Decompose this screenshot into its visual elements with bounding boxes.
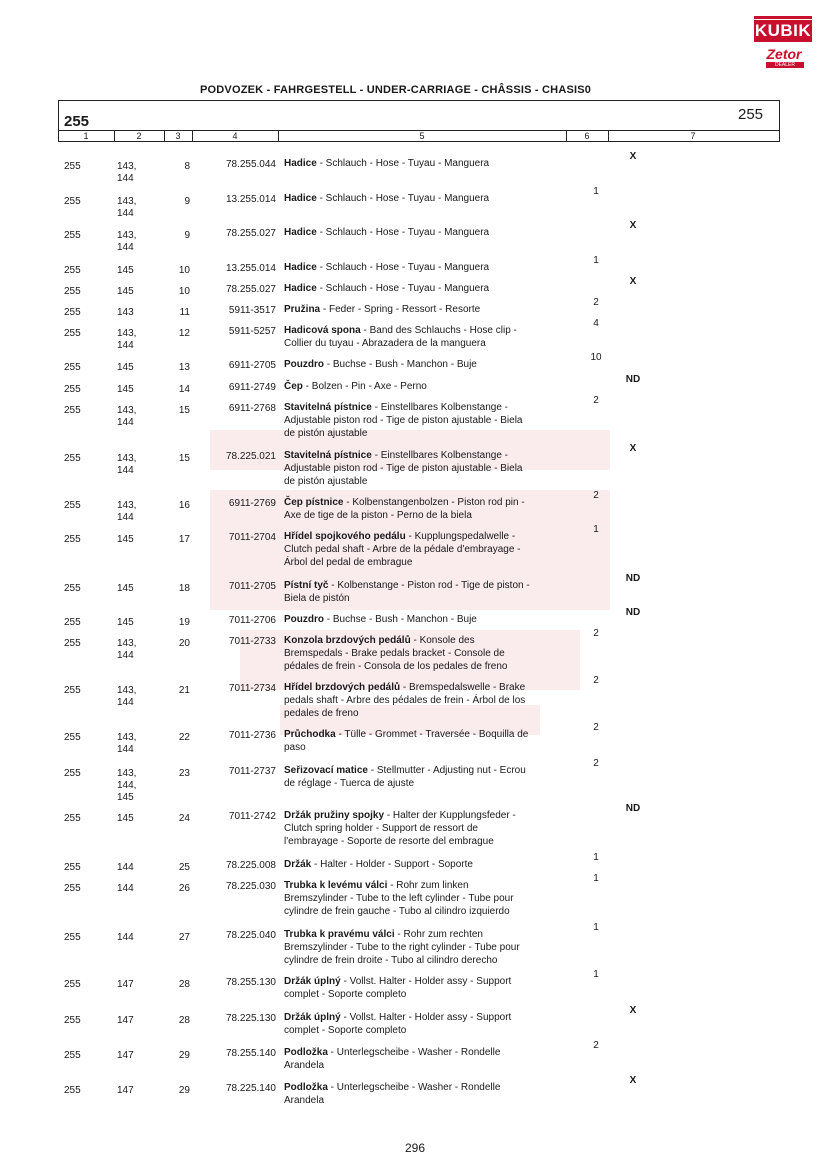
part-number: 13.255.014 — [225, 263, 276, 274]
part-description-line: Axe de tige de la piston - Perno de la biela — [284, 510, 472, 521]
remark: X — [629, 276, 637, 287]
group-number: 255 — [64, 583, 81, 594]
part-name-czech: Hadice — [284, 262, 317, 273]
part-name-czech: Hadice — [284, 283, 317, 294]
quantity: 2 — [593, 297, 599, 308]
position-number: 29 — [178, 1085, 190, 1096]
part-name-czech: Držák — [284, 859, 312, 870]
part-number: 78.225.040 — [225, 930, 276, 941]
model-number-cont: 145 — [117, 792, 134, 803]
group-number: 255 — [64, 1015, 81, 1026]
part-name-translations: - Kupplungspedalwelle - — [405, 531, 516, 542]
quantity: 1 — [593, 852, 599, 863]
group-number: 255 — [64, 862, 81, 873]
quantity: 2 — [593, 490, 599, 501]
part-name-translations: - Buchse - Bush - Manchon - Buje — [324, 614, 477, 625]
part-description-line: pedales de freno — [284, 708, 359, 719]
model-number: 143 — [117, 307, 134, 318]
group-number: 255 — [64, 732, 81, 743]
part-name-translations: - Feder - Spring - Ressort - Resorte — [320, 304, 481, 315]
quantity: 1 — [593, 255, 599, 266]
part-number: 7011-2706 — [228, 615, 276, 626]
model-number-cont: 144 — [117, 242, 134, 253]
part-description-line: Biela de pistón — [284, 593, 350, 604]
quantity: 2 — [593, 722, 599, 733]
part-number: 78.255.140 — [225, 1048, 276, 1059]
model-number-cont: 144 — [117, 697, 134, 708]
part-name-czech: Hřídel spojkového pedálu — [284, 531, 406, 542]
part-name-czech: Trubka k levému válci — [284, 880, 388, 891]
position-number: 25 — [178, 862, 190, 873]
section-number-right: 255 — [738, 106, 764, 123]
part-description-line: l'embrayage - Soporte de resorte del embrague — [284, 836, 494, 847]
part-name-czech: Čep — [284, 381, 303, 392]
quantity: 2 — [593, 675, 599, 686]
group-number: 255 — [64, 813, 81, 824]
remark: ND — [625, 573, 641, 584]
position-number: 28 — [178, 979, 190, 990]
part-description-line: Bremszylinder - Tube to the left cylinder - Tube pour — [284, 893, 514, 904]
model-number: 147 — [117, 979, 134, 990]
part-name-translations: - Vollst. Halter - Holder assy - Support — [340, 1012, 512, 1023]
part-description — [284, 401, 566, 414]
model-number: 143, — [117, 500, 137, 511]
column-number: 3 — [164, 131, 193, 142]
part-name-translations: - Einstellbares Kolbenstange - — [371, 450, 508, 461]
model-number: 143, — [117, 328, 137, 339]
position-number: 29 — [178, 1050, 190, 1061]
model-number: 145 — [117, 286, 134, 297]
quantity: 1 — [593, 969, 599, 980]
part-name-translations: - Unterlegscheibe - Washer - Rondelle — [327, 1082, 501, 1093]
model-number-cont: 144 — [117, 417, 134, 428]
part-description-line: de pistón ajustable — [284, 428, 368, 439]
position-number: 11 — [179, 307, 190, 318]
part-description — [284, 1011, 566, 1024]
part-name-czech: Čep pístnice — [284, 497, 344, 508]
part-number: 78.225.008 — [225, 860, 276, 871]
position-number: 18 — [178, 583, 190, 594]
part-name-czech: Pístní tyč — [284, 580, 329, 591]
part-name-translations: - Bremspedalswelle - Brake — [400, 682, 526, 693]
part-number: 7011-2705 — [228, 581, 276, 592]
quantity: 1 — [593, 873, 599, 884]
part-description — [284, 157, 566, 170]
part-number: 6911-2769 — [228, 498, 276, 509]
part-name-translations: - Rohr zum rechten — [394, 929, 483, 940]
part-description — [284, 681, 566, 694]
logo-brand: KUBIK — [754, 21, 812, 40]
part-description-line: complet - Soporte completo — [284, 1025, 407, 1036]
group-number: 255 — [64, 768, 81, 779]
part-number: 5911-3517 — [228, 305, 276, 316]
remark: ND — [625, 607, 641, 618]
group-number: 255 — [64, 638, 81, 649]
quantity: 2 — [593, 1040, 599, 1051]
part-name-translations: - Buchse - Bush - Manchon - Buje — [324, 359, 477, 370]
model-number: 145 — [117, 384, 134, 395]
page-title: PODVOZEK - FAHRGESTELL - UNDER-CARRIAGE - CHÂSSIS - CHASIS0 — [200, 84, 592, 96]
part-description — [284, 358, 566, 371]
part-description — [284, 496, 566, 509]
part-description-line: Arandela — [284, 1095, 325, 1106]
part-description — [284, 858, 566, 871]
remark: X — [629, 443, 637, 454]
part-name-czech: Hadice — [284, 227, 317, 238]
part-name-translations: - Schlauch - Hose - Tuyau - Manguera — [316, 227, 490, 238]
group-number: 255 — [64, 286, 81, 297]
part-description — [284, 764, 566, 777]
part-number: 6911-2749 — [228, 382, 276, 393]
model-number: 144 — [117, 883, 134, 894]
column-number: 7 — [690, 131, 696, 141]
position-number: 9 — [184, 196, 190, 207]
remark: ND — [625, 803, 641, 814]
position-number: 22 — [178, 732, 190, 743]
section-number-left: 255 — [64, 113, 90, 130]
part-name-translations: - Vollst. Halter - Holder assy - Support — [340, 976, 512, 987]
group-number: 255 — [64, 1050, 81, 1061]
model-number-cont: 144 — [117, 650, 134, 661]
part-name-czech: Držák úplný — [284, 976, 341, 987]
part-description — [284, 928, 566, 941]
remark: X — [629, 1075, 637, 1086]
model-number: 145 — [117, 265, 134, 276]
column-number: 5 — [278, 131, 567, 142]
part-number: 78.225.030 — [225, 881, 276, 892]
part-description-line: paso — [284, 742, 306, 753]
part-description — [284, 879, 566, 892]
remark: ND — [625, 374, 641, 385]
part-number: 78.225.021 — [225, 451, 276, 462]
part-description — [284, 226, 566, 239]
part-name-czech: Stavitelná pístnice — [284, 450, 372, 461]
model-number: 147 — [117, 1085, 134, 1096]
part-name-czech: Držák pružiny spojky — [284, 810, 385, 821]
model-number: 143, — [117, 732, 137, 743]
model-number-cont: 144 — [117, 173, 134, 184]
group-number: 255 — [64, 362, 81, 373]
part-description — [284, 975, 566, 988]
quantity: 2 — [593, 395, 599, 406]
group-number: 255 — [64, 328, 81, 339]
part-number: 7011-2737 — [228, 766, 276, 777]
position-number: 20 — [178, 638, 190, 649]
part-name-czech: Hadicová spona — [284, 325, 361, 336]
group-number: 255 — [64, 161, 81, 172]
part-name-czech: Pružina — [284, 304, 321, 315]
part-number: 6911-2705 — [228, 360, 276, 371]
part-number: 78.255.044 — [225, 159, 276, 170]
position-number: 24 — [178, 813, 190, 824]
group-number: 255 — [64, 883, 81, 894]
position-number: 21 — [178, 685, 190, 696]
model-number-cont: 144, — [117, 780, 137, 791]
part-description-line: Collier du tuyau - Abrazadera de la manguera — [284, 338, 486, 349]
part-description-line: complet - Soporte completo — [284, 989, 407, 1000]
group-number: 255 — [64, 405, 81, 416]
part-name-translations: - Schlauch - Hose - Tuyau - Manguera — [316, 283, 490, 294]
remark: X — [629, 220, 637, 231]
position-number: 19 — [178, 617, 190, 628]
position-number: 15 — [178, 405, 190, 416]
part-number: 7011-2734 — [228, 683, 276, 694]
part-name-czech: Hadice — [284, 193, 317, 204]
model-number: 143, — [117, 405, 137, 416]
part-description-line: Arandela — [284, 1060, 325, 1071]
group-number: 255 — [64, 230, 81, 241]
part-description — [284, 303, 566, 316]
model-number: 143, — [117, 230, 137, 241]
group-number: 255 — [64, 932, 81, 943]
quantity: 1 — [593, 922, 599, 933]
part-description — [284, 613, 566, 626]
part-name-translations: - Schlauch - Hose - Tuyau - Manguera — [316, 158, 490, 169]
part-description-line: de réglage - Tuerca de ajuste — [284, 778, 415, 789]
part-number: 7011-2733 — [228, 636, 276, 647]
part-number: 78.255.130 — [225, 977, 276, 988]
part-description-line: pedals shaft - Arbre des pédales de frein - Árbol de los — [284, 695, 526, 706]
position-number: 28 — [178, 1015, 190, 1026]
part-description — [284, 324, 566, 337]
part-description-line: pédales de frein - Consola de los pedales de freno — [284, 661, 508, 672]
model-number: 144 — [117, 862, 134, 873]
part-name-translations: - Bolzen - Pin - Axe - Perno — [302, 381, 427, 392]
model-number-cont: 144 — [117, 512, 134, 523]
part-name-translations: - Unterlegscheibe - Washer - Rondelle — [327, 1047, 501, 1058]
model-number: 143, — [117, 196, 137, 207]
quantity: 2 — [593, 758, 599, 769]
position-number: 12 — [178, 328, 190, 339]
part-description — [284, 1046, 566, 1059]
position-number: 27 — [178, 932, 190, 943]
part-number: 5911-5257 — [228, 326, 276, 337]
model-number: 145 — [117, 813, 134, 824]
quantity: 2 — [593, 628, 599, 639]
part-name-translations: - Schlauch - Hose - Tuyau - Manguera — [316, 262, 490, 273]
part-description — [284, 261, 566, 274]
position-number: 13 — [178, 362, 190, 373]
model-number: 143, — [117, 768, 137, 779]
part-name-translations: - Halter der Kupplungsfeder - — [384, 810, 516, 821]
group-number: 255 — [64, 1085, 81, 1096]
part-number: 78.225.140 — [225, 1083, 276, 1094]
part-description-line: Adjustable piston rod - Tige de piston ajustable - Biela — [284, 415, 523, 426]
group-number: 255 — [64, 500, 81, 511]
part-description — [284, 530, 566, 543]
part-name-czech: Podložka — [284, 1082, 328, 1093]
part-name-translations: - Band des Schlauchs - Hose clip - — [360, 325, 517, 336]
group-number: 255 — [64, 196, 81, 207]
position-number: 14 — [178, 384, 190, 395]
position-number: 15 — [178, 453, 190, 464]
part-name-czech: Seřizovací matice — [284, 765, 368, 776]
group-number: 255 — [64, 617, 81, 628]
part-description — [284, 380, 566, 393]
position-number: 8 — [184, 161, 190, 172]
part-number: 78.225.130 — [225, 1013, 276, 1024]
logo-dealer: DEALER — [766, 62, 804, 68]
part-description-line: Bremszylinder - Tube to the right cylinder - Tube pour — [284, 942, 520, 953]
part-description-line: cylindre de frein droite - Tubo al cilindro derecho — [284, 955, 498, 966]
model-number: 144 — [117, 932, 134, 943]
model-number-cont: 144 — [117, 208, 134, 219]
part-number: 13.255.014 — [225, 194, 276, 205]
part-number: 7011-2736 — [228, 730, 276, 741]
part-description — [284, 282, 566, 295]
part-name-czech: Konzola brzdových pedálů — [284, 635, 411, 646]
model-number-cont: 144 — [117, 340, 134, 351]
model-number: 143, — [117, 453, 137, 464]
part-name-czech: Hřídel brzdových pedálů — [284, 682, 401, 693]
part-description-line: Clutch pedal shaft - Arbre de la pédale d'embrayage - — [284, 544, 521, 555]
model-number-cont: 144 — [117, 744, 134, 755]
part-name-czech: Trubka k pravému válci — [284, 929, 395, 940]
part-description-line: de pistón ajustable — [284, 476, 368, 487]
model-number: 145 — [117, 583, 134, 594]
part-name-translations: - Kolbenstange - Piston rod - Tige de piston - — [328, 580, 530, 591]
model-number: 145 — [117, 534, 134, 545]
part-name-czech: Průchodka — [284, 729, 336, 740]
part-name-translations: - Stellmutter - Adjusting nut - Ecrou — [367, 765, 526, 776]
group-number: 255 — [64, 685, 81, 696]
part-name-translations: - Einstellbares Kolbenstange - — [371, 402, 508, 413]
model-number: 147 — [117, 1015, 134, 1026]
part-name-translations: - Schlauch - Hose - Tuyau - Manguera — [316, 193, 490, 204]
quantity: 1 — [593, 524, 599, 535]
group-number: 255 — [64, 384, 81, 395]
position-number: 9 — [184, 230, 190, 241]
column-number: 2 — [114, 131, 165, 142]
position-number: 10 — [178, 265, 190, 276]
position-number: 17 — [178, 534, 190, 545]
part-number: 78.255.027 — [225, 284, 276, 295]
model-number: 145 — [117, 617, 134, 628]
part-number: 78.255.027 — [225, 228, 276, 239]
part-number: 6911-2768 — [228, 403, 276, 414]
model-number: 145 — [117, 362, 134, 373]
group-number: 255 — [64, 307, 81, 318]
remark: X — [629, 1005, 637, 1016]
quantity: 1 — [593, 186, 599, 197]
remark: X — [629, 151, 637, 162]
part-name-translations: - Rohr zum linken — [387, 880, 469, 891]
quantity: 4 — [593, 318, 599, 329]
part-name-czech: Hadice — [284, 158, 317, 169]
part-description — [284, 579, 566, 592]
position-number: 10 — [178, 286, 190, 297]
logo-sub: Zetor — [766, 46, 802, 62]
part-name-czech: Stavitelná pístnice — [284, 402, 372, 413]
part-description-line: Bremspedals - Brake pedals bracket - Console de — [284, 648, 505, 659]
position-number: 23 — [178, 768, 190, 779]
part-description-line: Árbol del pedal de embrague — [284, 557, 413, 568]
part-number: 7011-2704 — [228, 532, 276, 543]
part-description — [284, 1081, 566, 1094]
group-number: 255 — [64, 534, 81, 545]
part-description — [284, 192, 566, 205]
part-name-czech: Pouzdro — [284, 614, 324, 625]
model-number: 143, — [117, 685, 137, 696]
part-description-line: cylindre de frein gauche - Tubo al cilindro izquierdo — [284, 906, 510, 917]
column-number: 4 — [192, 131, 279, 142]
part-name-translations: - Halter - Holder - Support - Soporte — [311, 859, 473, 870]
model-number-cont: 144 — [117, 465, 134, 476]
part-description-line: Adjustable piston rod - Tige de piston ajustable - Biela — [284, 463, 523, 474]
part-name-czech: Podložka — [284, 1047, 328, 1058]
part-description-line: Clutch spring holder - Support de ressort de — [284, 823, 478, 834]
part-name-czech: Držák úplný — [284, 1012, 341, 1023]
part-description — [284, 809, 566, 822]
page-number: 296 — [405, 1141, 426, 1155]
model-number: 147 — [117, 1050, 134, 1061]
position-number: 16 — [178, 500, 190, 511]
group-number: 255 — [64, 265, 81, 276]
part-number: 7011-2742 — [228, 811, 276, 822]
part-description — [284, 449, 566, 462]
part-description — [284, 728, 566, 741]
part-name-translations: - Kolbenstangenbolzen - Piston rod pin - — [343, 497, 525, 508]
part-name-translations: - Konsole des — [410, 635, 475, 646]
column-number: 6 — [566, 131, 609, 142]
part-description — [284, 634, 566, 647]
group-number: 255 — [64, 453, 81, 464]
part-name-czech: Pouzdro — [284, 359, 324, 370]
column-number: 1 — [58, 131, 115, 142]
quantity: 10 — [590, 352, 602, 363]
model-number: 143, — [117, 638, 137, 649]
part-name-translations: - Tülle - Grommet - Traversée - Boquilla de — [335, 729, 529, 740]
model-number: 143, — [117, 161, 137, 172]
group-number: 255 — [64, 979, 81, 990]
position-number: 26 — [178, 883, 190, 894]
